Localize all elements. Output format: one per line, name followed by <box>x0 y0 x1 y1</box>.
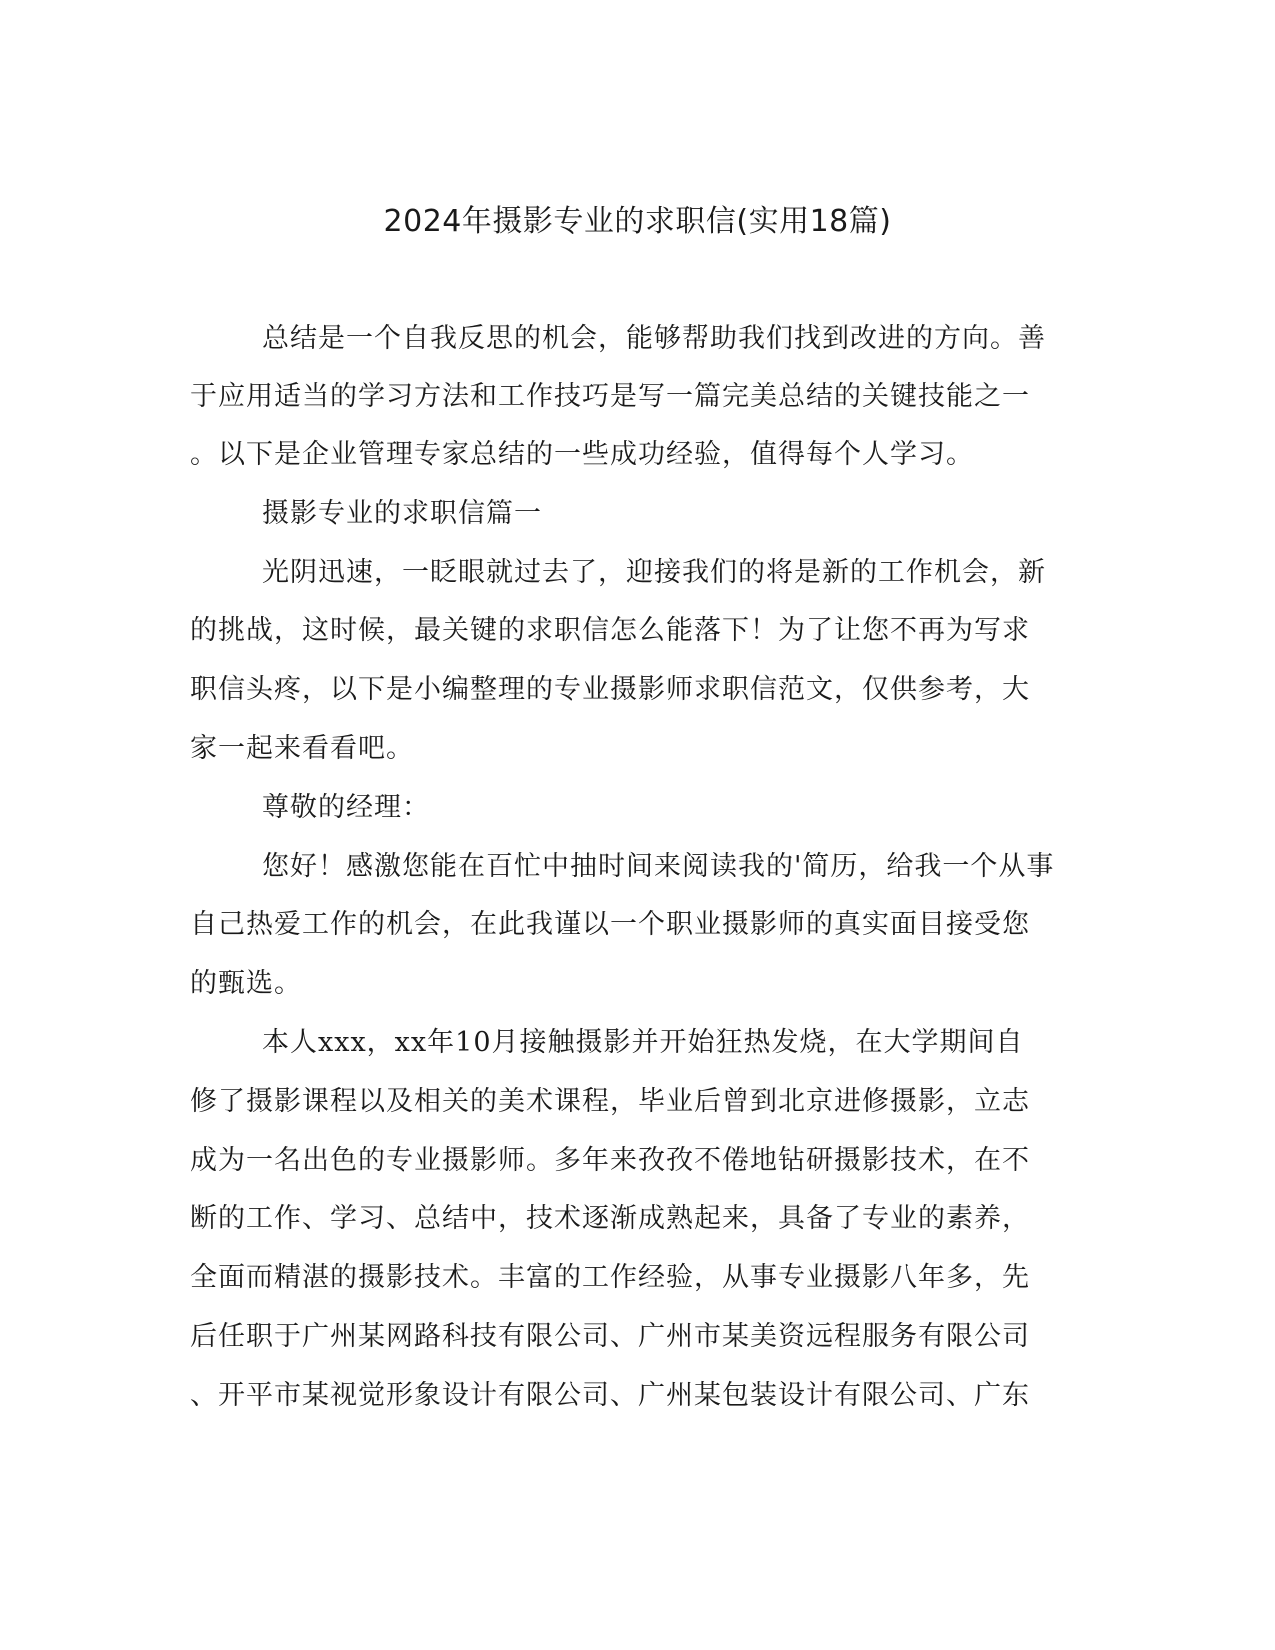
paragraph-line: 全面而精湛的摄影技术。丰富的工作经验，从事专业摄影八年多，先 <box>190 1262 1030 1293</box>
document-title: 2024年摄影专业的求职信(实用18篇) <box>383 204 892 239</box>
paragraph-line: 本人xxx，xx年10月接触摄影并开始狂热发烧，在大学期间自 <box>262 1027 1024 1058</box>
paragraph-line: 后任职于广州某网路科技有限公司、广州市某美资远程服务有限公司 <box>190 1321 1030 1352</box>
paragraph-line: 家一起来看看吧。 <box>190 733 414 764</box>
paragraph-line: 断的工作、学习、总结中，技术逐渐成熟起来，具备了专业的素养， <box>190 1203 1030 1234</box>
section-heading: 摄影专业的求职信篇一 <box>262 498 542 529</box>
paragraph-line: 职信头疼，以下是小编整理的专业摄影师求职信范文，仅供参考，大 <box>190 674 1030 705</box>
paragraph-line: 成为一名出色的专业摄影师。多年来孜孜不倦地钻研摄影技术，在不 <box>190 1145 1030 1176</box>
paragraph-line: 的甄选。 <box>190 968 302 999</box>
paragraph-line: 您好！感激您能在百忙中抽时间来阅读我的'简历，给我一个从事 <box>262 851 1055 882</box>
paragraph-line: 。以下是企业管理专家总结的一些成功经验，值得每个人学习。 <box>190 439 974 470</box>
paragraph-line: 修了摄影课程以及相关的美术课程，毕业后曾到北京进修摄影，立志 <box>190 1086 1030 1117</box>
salutation: 尊敬的经理： <box>262 792 430 823</box>
paragraph-line: 、开平市某视觉形象设计有限公司、广州某包装设计有限公司、广东 <box>190 1380 1030 1411</box>
paragraph-line: 总结是一个自我反思的机会，能够帮助我们找到改进的方向。善 <box>262 323 1046 354</box>
paragraph-line: 光阴迅速，一眨眼就过去了，迎接我们的将是新的工作机会，新 <box>262 557 1046 588</box>
paragraph-line: 于应用适当的学习方法和工作技巧是写一篇完美总结的关键技能之一 <box>190 381 1030 412</box>
paragraph-line: 的挑战，这时候，最关键的求职信怎么能落下！为了让您不再为写求 <box>190 615 1030 646</box>
paragraph-line: 自己热爱工作的机会，在此我谨以一个职业摄影师的真实面目接受您 <box>190 909 1030 940</box>
